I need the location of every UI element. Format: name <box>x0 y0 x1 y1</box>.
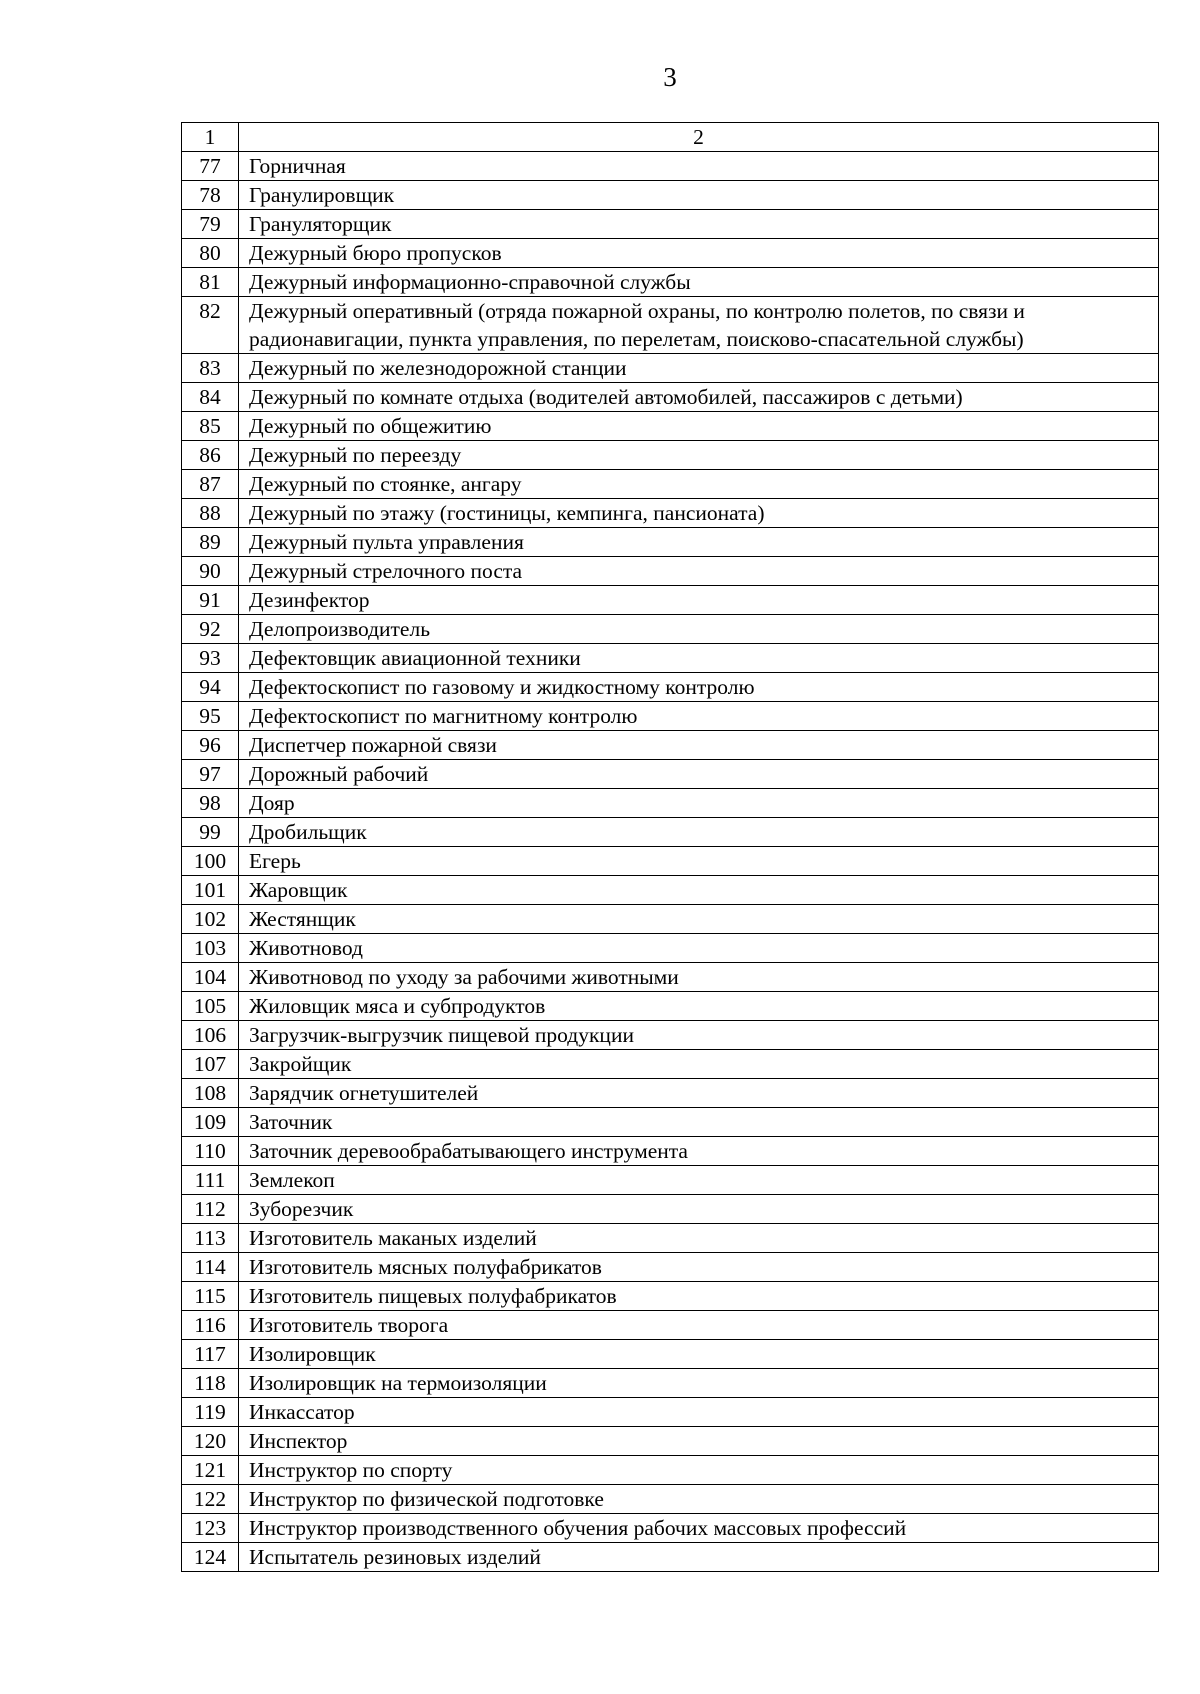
table-row <box>182 789 1159 818</box>
row-number: 117 <box>182 1340 239 1369</box>
table-row <box>182 152 1159 181</box>
table-row <box>182 760 1159 789</box>
row-number: 102 <box>182 905 239 934</box>
row-number: 122 <box>182 1485 239 1514</box>
profession-name: Инспектор <box>239 1427 1159 1456</box>
row-number: 90 <box>182 557 239 586</box>
table-row <box>182 1108 1159 1137</box>
table-row <box>182 963 1159 992</box>
row-number: 91 <box>182 586 239 615</box>
profession-name: Дежурный бюро пропусков <box>239 239 1159 268</box>
row-number: 85 <box>182 412 239 441</box>
table-row <box>182 992 1159 1021</box>
row-number: 107 <box>182 1050 239 1079</box>
table-row <box>182 1427 1159 1456</box>
profession-name: Дежурный по переезду <box>239 441 1159 470</box>
table-row <box>182 615 1159 644</box>
row-number: 119 <box>182 1398 239 1427</box>
profession-name: Изготовитель пищевых полуфабрикатов <box>239 1282 1159 1311</box>
profession-name: Инструктор по физической подготовке <box>239 1485 1159 1514</box>
table-row <box>182 1253 1159 1282</box>
table-row <box>182 528 1159 557</box>
profession-name: Инкассатор <box>239 1398 1159 1427</box>
profession-name: Дежурный стрелочного поста <box>239 557 1159 586</box>
profession-name: Грануляторщик <box>239 210 1159 239</box>
row-number: 94 <box>182 673 239 702</box>
row-number: 115 <box>182 1282 239 1311</box>
row-number: 110 <box>182 1137 239 1166</box>
row-number: 124 <box>182 1543 239 1572</box>
profession-name: Дежурный информационно-справочной службы <box>239 268 1159 297</box>
row-number: 104 <box>182 963 239 992</box>
header-col-2: 2 <box>239 123 1159 152</box>
page-number: 3 <box>663 62 677 92</box>
table-row <box>182 905 1159 934</box>
table-row <box>182 644 1159 673</box>
header-row <box>182 123 1159 152</box>
profession-name: Изготовитель мясных полуфабрикатов <box>239 1253 1159 1282</box>
table-header <box>182 123 1159 152</box>
table-row <box>182 1311 1159 1340</box>
profession-name: Инструктор производственного обучения рабочих массовых профессий <box>239 1514 1159 1543</box>
profession-name: Делопроизводитель <box>239 615 1159 644</box>
table-row <box>182 268 1159 297</box>
table-row <box>182 354 1159 383</box>
row-number: 114 <box>182 1253 239 1282</box>
table-row <box>182 1543 1159 1572</box>
table-row <box>182 1282 1159 1311</box>
row-number: 97 <box>182 760 239 789</box>
table-row <box>182 1369 1159 1398</box>
table-row <box>182 847 1159 876</box>
table-row <box>182 1485 1159 1514</box>
row-number: 103 <box>182 934 239 963</box>
row-number: 109 <box>182 1108 239 1137</box>
profession-name: Жестянщик <box>239 905 1159 934</box>
row-number: 120 <box>182 1427 239 1456</box>
profession-name: Гранулировщик <box>239 181 1159 210</box>
profession-name: Дробильщик <box>239 818 1159 847</box>
row-number: 118 <box>182 1369 239 1398</box>
profession-name: Дефектоскопист по магнитному контролю <box>239 702 1159 731</box>
table-row <box>182 470 1159 499</box>
row-number: 98 <box>182 789 239 818</box>
table-row <box>182 210 1159 239</box>
row-number: 84 <box>182 383 239 412</box>
table-row <box>182 1195 1159 1224</box>
profession-name: Заточник деревообрабатывающего инструмента <box>239 1137 1159 1166</box>
profession-name: Жаровщик <box>239 876 1159 905</box>
table-row <box>182 1166 1159 1195</box>
table-row <box>182 1398 1159 1427</box>
profession-name: Землекоп <box>239 1166 1159 1195</box>
table-row <box>182 818 1159 847</box>
table-row <box>182 239 1159 268</box>
profession-name: Дефектоскопист по газовому и жидкостному контролю <box>239 673 1159 702</box>
profession-name: Дежурный по общежитию <box>239 412 1159 441</box>
profession-name: Инструктор по спорту <box>239 1456 1159 1485</box>
row-number: 101 <box>182 876 239 905</box>
header-col-1: 1 <box>182 123 239 152</box>
row-number: 88 <box>182 499 239 528</box>
professions-table <box>181 122 1159 1572</box>
row-number: 116 <box>182 1311 239 1340</box>
profession-name: Дежурный по этажу (гостиницы, кемпинга, пансионата) <box>239 499 1159 528</box>
table-row <box>182 1137 1159 1166</box>
row-number: 77 <box>182 152 239 181</box>
table-row <box>182 1456 1159 1485</box>
row-number: 112 <box>182 1195 239 1224</box>
profession-name: Изолировщик на термоизоляции <box>239 1369 1159 1398</box>
profession-name: Дежурный по стоянке, ангару <box>239 470 1159 499</box>
row-number: 108 <box>182 1079 239 1108</box>
profession-name: Заточник <box>239 1108 1159 1137</box>
profession-name: Изготовитель маканых изделий <box>239 1224 1159 1253</box>
profession-name: Изолировщик <box>239 1340 1159 1369</box>
row-number: 86 <box>182 441 239 470</box>
profession-name: Испытатель резиновых изделий <box>239 1543 1159 1572</box>
profession-name: Диспетчер пожарной связи <box>239 731 1159 760</box>
profession-name: Закройщик <box>239 1050 1159 1079</box>
profession-name: Дежурный оперативный (отряда пожарной охраны, по контролю полетов, по связи и радионавигации, пункта управления, по перелетам, поисково-спасательной службы) <box>239 297 1159 354</box>
table-row <box>182 1079 1159 1108</box>
row-number: 83 <box>182 354 239 383</box>
profession-name: Дежурный по комнате отдыха (водителей автомобилей, пассажиров с детьми) <box>239 383 1159 412</box>
table-row <box>182 1224 1159 1253</box>
row-number: 82 <box>182 297 239 354</box>
row-number: 87 <box>182 470 239 499</box>
table-row <box>182 934 1159 963</box>
table-row <box>182 1050 1159 1079</box>
row-number: 93 <box>182 644 239 673</box>
row-number: 78 <box>182 181 239 210</box>
table-row <box>182 586 1159 615</box>
table-row <box>182 1340 1159 1369</box>
table-row <box>182 731 1159 760</box>
row-number: 121 <box>182 1456 239 1485</box>
profession-name: Дефектовщик авиационной техники <box>239 644 1159 673</box>
table-row <box>182 441 1159 470</box>
row-number: 99 <box>182 818 239 847</box>
row-number: 80 <box>182 239 239 268</box>
row-number: 100 <box>182 847 239 876</box>
table-row <box>182 181 1159 210</box>
profession-name: Зарядчик огнетушителей <box>239 1079 1159 1108</box>
profession-name: Дежурный пульта управления <box>239 528 1159 557</box>
profession-name: Жиловщик мяса и субпродуктов <box>239 992 1159 1021</box>
row-number: 105 <box>182 992 239 1021</box>
table-row <box>182 557 1159 586</box>
row-number: 96 <box>182 731 239 760</box>
table-row <box>182 297 1159 354</box>
row-number: 113 <box>182 1224 239 1253</box>
row-number: 89 <box>182 528 239 557</box>
table-row <box>182 702 1159 731</box>
row-number: 92 <box>182 615 239 644</box>
table-row <box>182 673 1159 702</box>
profession-name: Загрузчик-выгрузчик пищевой продукции <box>239 1021 1159 1050</box>
row-number: 95 <box>182 702 239 731</box>
profession-name: Дояр <box>239 789 1159 818</box>
table-row <box>182 499 1159 528</box>
row-number: 81 <box>182 268 239 297</box>
row-number: 123 <box>182 1514 239 1543</box>
row-number: 111 <box>182 1166 239 1195</box>
table-row <box>182 412 1159 441</box>
profession-name: Дезинфектор <box>239 586 1159 615</box>
row-number: 106 <box>182 1021 239 1050</box>
table-row <box>182 383 1159 412</box>
profession-name: Горничная <box>239 152 1159 181</box>
profession-name: Зуборезчик <box>239 1195 1159 1224</box>
profession-name: Животновод <box>239 934 1159 963</box>
profession-name: Егерь <box>239 847 1159 876</box>
profession-name: Дежурный по железнодорожной станции <box>239 354 1159 383</box>
table-row <box>182 1021 1159 1050</box>
table-row <box>182 1514 1159 1543</box>
row-number: 79 <box>182 210 239 239</box>
table-body <box>182 152 1159 1572</box>
profession-name: Животновод по уходу за рабочими животными <box>239 963 1159 992</box>
profession-name: Дорожный рабочий <box>239 760 1159 789</box>
profession-name: Изготовитель творога <box>239 1311 1159 1340</box>
table-row <box>182 876 1159 905</box>
